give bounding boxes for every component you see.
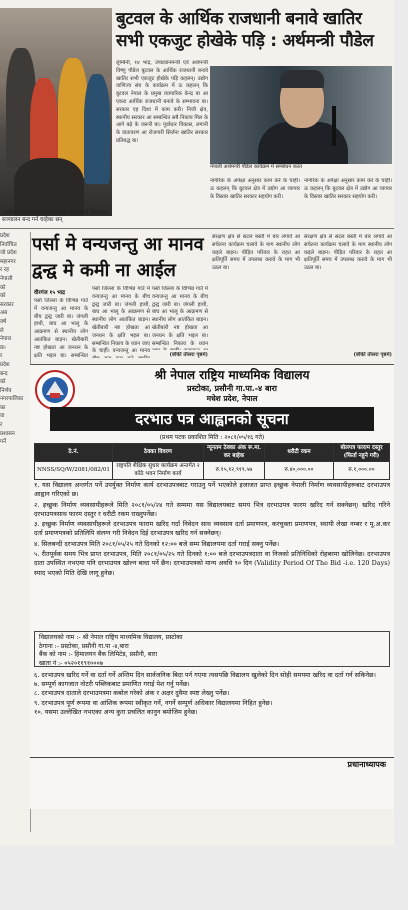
bank-line: विद्यालयको नाम :- श्री नेपाल राष्ट्रिय माध्यमिक विद्यालय, प्रस्टोका bbox=[39, 634, 183, 641]
tender-table bbox=[34, 443, 390, 480]
table-header: धरौटी रकम bbox=[264, 444, 333, 462]
school-address: प्रस्टोका, प्रसौनी गा.पा.-४ बारा bbox=[187, 383, 277, 393]
article3-column-1: संरक्षण क्षेत्र से सटल बस्ती में बार लगावे आ सचेतना कार्यक्रम चलावे के माग स्थानीय लोग कइले बाड़न। पीड़ित परिवार के राहत आ क्षतिपूर्ति समय में उपलब्ध करावे के माग भी उठल बा। bbox=[212, 234, 300, 272]
article2-column-3: पर्सा जिल्ला के विभिन्न गाउँ में वन्यजन्तु आ मानव के बीच द्वन्द्व जारी बा। जंगली हाथी, बाघ आ भालू के आक्रमण से स्थानीय लोग आतंकित बाड़न। खेतीबारी नष्ट होखता आ जनधन के क्षति भइल बा। सम्बन्धित निकाय के ध्यान bbox=[152, 286, 208, 347]
clause: ६. दरभाउपत्र खरिद गर्ने वा दर्ता गर्ने अन्तिम दिन सार्वजनिक बिदा पर्न गएमा त्यसपछि विद्यालय खुलेको दिन सोही समयमा खरिद वा दर्ता गर्न सकिनेछ। bbox=[34, 671, 376, 679]
table-row bbox=[35, 462, 390, 480]
signature-principal: प्रधानाध्यापक bbox=[347, 759, 386, 769]
article3-column-2: संरक्षण क्षेत्र से सटल बस्ती में बार लगावे आ सचेतना कार्यक्रम चलावे के माग स्थानीय लोग कइले बाड़न। पीड़ित परिवार के राहत आ क्षतिपूर्ति समय में उपलब्ध करावे के माग भी उठल बा। bbox=[304, 234, 392, 272]
school-name: श्री नेपाल राष्ट्रिय माध्यमिक विद्यालय bbox=[154, 368, 310, 382]
table-header: ठे.नं. bbox=[35, 444, 113, 462]
clause: १०. यसमा उल्लेखित नभएका अन्य कुरा प्रचलित कानुन बमोजिम हुनेछ। bbox=[34, 707, 198, 716]
notice-title: दरभाउ पत्र आह्वानको सूचना bbox=[50, 407, 374, 431]
clause: ८. दरभाउपत्र दाताले दरभाउपत्रमा कबोल गरेको अंक र अक्षर दुवैमा स्पष्ट लेख्नु पर्नेछ। bbox=[34, 689, 230, 698]
clause: ७. सम्पूर्ण कागजात नोटरी पब्लिकबाट प्रमाणित गराई पेश गर्नु पर्नेछ। bbox=[34, 680, 190, 689]
table-header: न्यूनतम ठेक्का अंक रू.मा. कर बाहेक bbox=[203, 444, 264, 462]
clause: ४. सिलबन्दी दरभाउपत्र मिति २०८१/०५/२५ गते दिनको १२:०० बजे सम्म विद्यालयमा दर्ता गराई सक्नु पर्नेछ। bbox=[34, 539, 280, 548]
article2-continued: (बाँकी तीसरा पृष्ठमे) bbox=[169, 352, 208, 358]
published-date: (प्रथम पटक प्रकाशित मिति : २०८१/०५/१६ गते) bbox=[159, 434, 265, 441]
school-province: मधेश प्रदेश, नेपाल bbox=[206, 394, 258, 403]
minister-photo-caption: नेपाली अर्थमन्त्री पौडेल कार्यक्रम में सम्बोधन करत bbox=[210, 164, 302, 170]
left-edge-column: प्रदेश निर्वाचित जो प्रदेश महानगर र रह नेपाली को को सरकार अब वर्ष ले नेपाल छ। र प्रदेश बन्द को निर्णय नगरपालिका का वा र प्रशासन गर्ने bbox=[0, 233, 24, 446]
minister-photo bbox=[210, 66, 392, 164]
photo-caption: प्रदर्शन शिक्षक भन्दा बढी नेपाली सेना प्रहरी विद्यालय सञ्चालन बन्द गर्न चाहेका छन् bbox=[2, 210, 107, 223]
article1-column-2: नागरिक के अपेक्षा अनुसार काम करे के चाहीं। ऊ कहलन् कि बुटवल क्षेत्र में उद्योग आ व्यापार के विस्तार खातिर सरकार सहयोग करी। bbox=[210, 178, 300, 200]
table-cell: राष्ट्रपति शैक्षिक सुधार कार्यक्रम अन्तर्गत २ कोठे भवन निर्माण कार्य bbox=[112, 462, 203, 480]
tender-notice bbox=[30, 364, 394, 809]
notice-clauses-continued bbox=[34, 671, 390, 717]
table-cell: रु.१५,१२,९१९.५७ bbox=[203, 462, 264, 480]
article3-continued: (बाँकी तीसरा पृष्ठमे) bbox=[353, 352, 392, 358]
bank-line: खाता नं :- ०५२०११९१०००७ bbox=[39, 659, 103, 667]
table-header: बोलपत्र फाराम दस्तुर (फिर्ता नहुने गरी) bbox=[333, 444, 389, 462]
bank-line: ठेगाना :- प्रस्टोका, प्रसौनी गा.पा -४,बारा bbox=[39, 642, 129, 650]
clause: ३. इच्छुक निर्माण व्यवसायीहरूले दरभाउपत्र फाराम खरिद गर्दा निवेदन साथ व्यवसाय दर्ता प्रमाणपत्र, करचुक्ता प्रमाणपत्र, स्थायी लेखा नम्बर र मू.अ.कर दर्ता प्रमाणपत्रको प्रतिलिपि संलग्न गरी निवेदन दिई दरभाउपत्र खरिद गर्न सक्नेछन्। bbox=[34, 520, 390, 538]
table-cell: रु.४०,०००.०० bbox=[264, 462, 333, 480]
bank-line: बैंक को नाम :- हिमालयन बैंक लिमिटेड, प्रसौनी, बारा bbox=[39, 651, 158, 658]
article1-column-1: लुम्बिनी, १४ भाद्र, उपप्रधानमन्त्री एवं अर्थमन्त्री विष्णु पौडेल बुटवल के आर्थिक राजधानी बनावे खातिर सभी एकजुट होखेके पड़ि कहलन्। उद्योग वाणिज्य संघ के कार्यक्रम में ऊ कहलन् कि बुटवल नेपाल के प्रमुख व्यापारिक केन्द्र बा आ एकरा आर्थिक राजधानी बनावे के सम्भावना बा। सरकार एह दिशा में काम करी। निजी क्षेत्र, स्थानीय सरकार आ सम्बन्धित सबै निकाय मिल के आगे बढ़े के जरूरी बा। पूर्वाधार विकास, लगानी के वातावरण आ रोजगारी सिर्जना खातिर सरकार प्रतिबद्ध बा। bbox=[116, 60, 208, 144]
bank-details-box bbox=[34, 631, 390, 667]
headline-budget: बुटवल के आर्थिक राजधानी बनावे खातिर सभी एकजुट होखेके पड़ि : अर्थमन्त्री पौडेल bbox=[116, 9, 374, 51]
clause: २. इच्छुक निर्माण व्यवसायीहरूले मिति २०८१/०५/२४ गते सम्ममा यस विद्यालयबाट समय भित्र दरभाउपत्र फारम खरिद गर्न सक्नेछन्। खरिद गरिने दरभाउपत्रसाथ फारम दस्तुर र धरौटी रकम राख्नुपर्नेछ। bbox=[34, 500, 390, 518]
notice-clauses bbox=[34, 481, 390, 579]
protest-photo bbox=[0, 8, 112, 216]
clause: ५. रीतपूर्वक समय भित्र प्राप्त दरभाउपत्र, मिति २०८१/०५/२५ गते दिनको १:०० बजे दरभाउपत्रदाता वा निजको प्रतिनिधिको रोहबरमा खोलिनेछ। दरभाउपत्र दाता उपस्थित नभएमा पनि दरभाउपत्र खोल्न बाधा पर्ने छैन। दरभाउपत्रको मान्य अवधि ९० दिन (Validity Period Of The Bid -i.e. 120 Days) स्याद भएको मिति देखि लागू हुनेछ। bbox=[34, 550, 390, 577]
byline: वीरगंज १५ भाद्र bbox=[34, 290, 66, 296]
article1-column-3: नागरिक के अपेक्षा अनुसार काम करे के चाहीं। ऊ कहलन् कि बुटवल क्षेत्र में उद्योग आ व्यापार के विस्तार खातिर सरकार सहयोग करी। bbox=[304, 178, 392, 200]
article2-column-1: पर्सा जिल्ला के विभिन्न गाउँ में वन्यजन्तु आ मानव के बीच द्वन्द्व जारी बा। जंगली हाथी, बाघ आ भालू के आक्रमण से स्थानीय लोग आतंकित बाड़न। खेतीबारी नष्ट होखता आ जनधन के क्षति भइल बा। सम्बन्धित bbox=[34, 298, 88, 358]
clause: १. यस विद्यालय अन्तर्गत पर्ने उपर्युक्त निर्माण कार्य दरभाउपत्रबाट गराउनु पर्ने भएकोले इजाजत प्राप्त इच्छुक नेपाली निर्माण व्यवसायीहरूबाट दरभाउपत्र आह्वान गरिएको छ। bbox=[34, 481, 390, 499]
article2-column-2: पर्सा जिल्ला के विभिन्न गाउँ में वन्यजन्तु आ मानव के बीच द्वन्द्व जारी बा। जंगली हाथी, बाघ आ भालू के आक्रमण से स्थानीय लोग आतंकित बाड़न। खेतीबारी नष्ट होखता आ जनधन के क्षति भइल बा। सम्बन्धित निकाय के ध्यान जाए के चाहीं। वन्यजन्तु आ मानव bbox=[92, 286, 150, 355]
table-cell: NNSS/SQ/W/2081/082/01 bbox=[35, 462, 113, 480]
clause: ९. दरभाउपत्र पूर्ण रूपमा वा आंशिक रूपमा स्वीकृत गर्ने, नगर्ने सम्पूर्ण अधिकार विद्यालयमा निहित हुनेछ। bbox=[34, 698, 273, 707]
headline-wildlife: पर्सा मे वन्यजन्तु आ मानव द्वन्द्व मे कमी ना आईल bbox=[32, 234, 204, 281]
school-logo-icon bbox=[34, 369, 76, 411]
table-header: ठेक्का विवरण bbox=[112, 444, 203, 462]
table-cell: रु.१,०००.०० bbox=[333, 462, 389, 480]
